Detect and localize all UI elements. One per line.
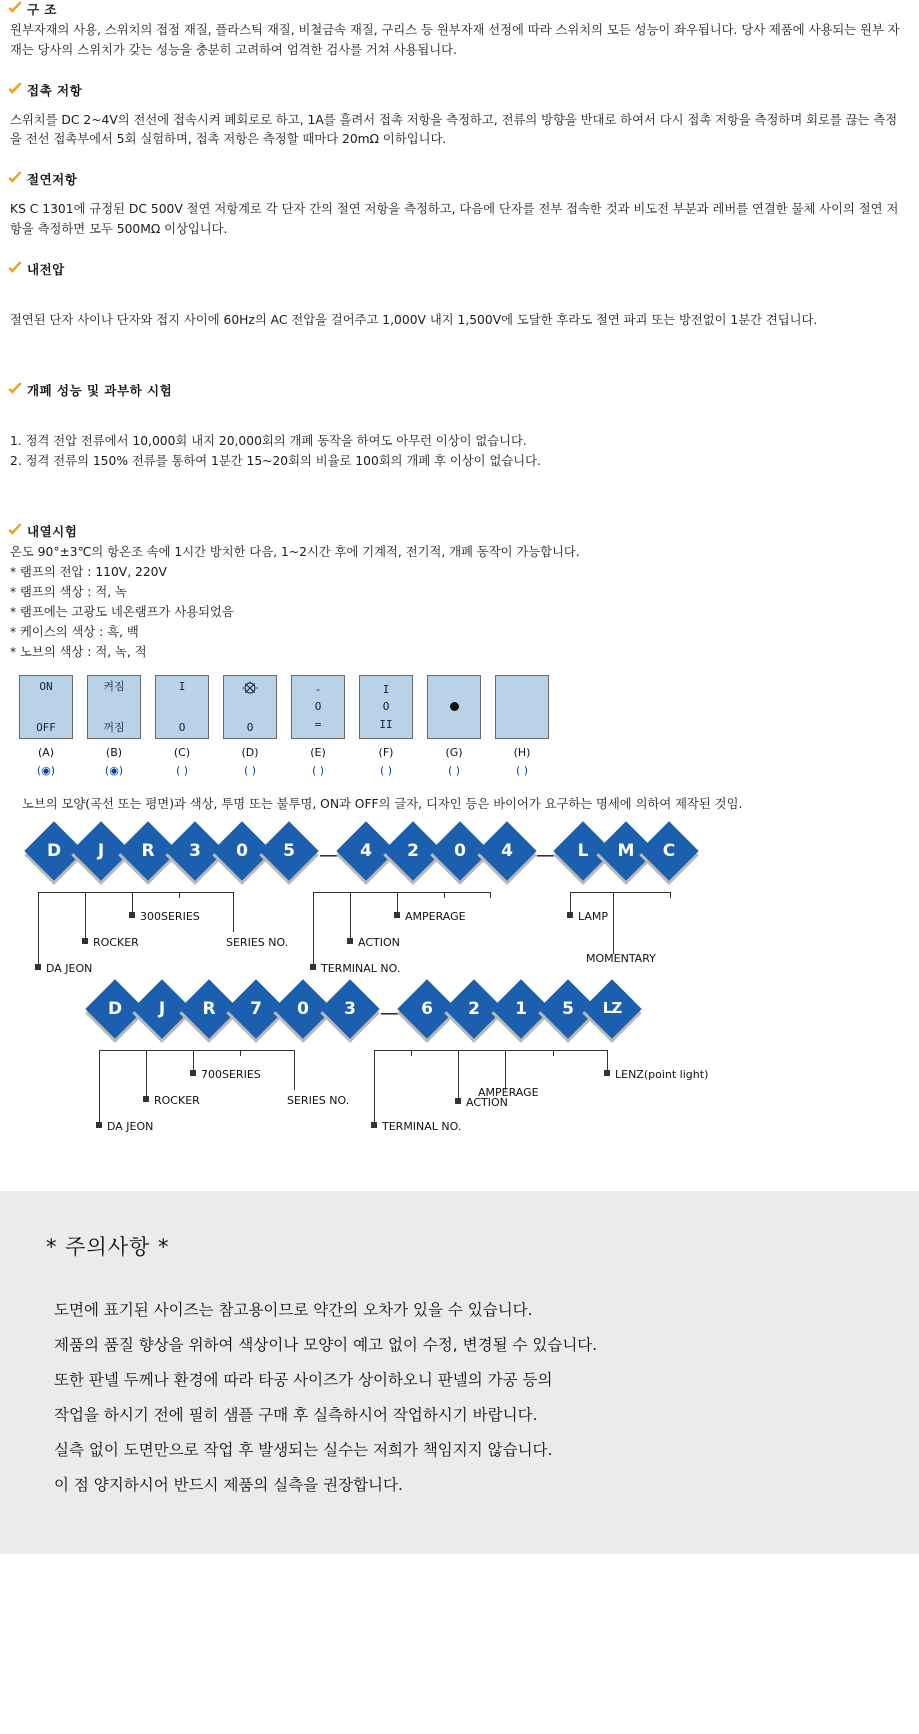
caution-line: 도면에 표기된 사이즈는 참고용이므로 약간의 오차가 있을 수 있습니다. — [54, 1300, 533, 1319]
code-char: 0 — [430, 821, 489, 880]
code-char: 3 — [320, 979, 379, 1038]
section-body: KS C 1301에 규정된 DC 500V 절연 저항계로 각 단자 간의 절연 저항을 측정하고, 다음에 단자를 전부 접속한 것과 비도전 부분과 레버를 연결한 물체 사이의 절연 저항을 측정하면 모두 500MΩ 이상입니다. — [10, 201, 899, 236]
symbol-label: (B) — [105, 745, 123, 759]
code-char: 6 — [397, 979, 456, 1038]
symbol-label: (G) — [445, 745, 463, 759]
check-icon — [8, 1, 22, 15]
section-heading — [8, 381, 919, 400]
code-char: L — [553, 821, 612, 880]
code-char: R — [118, 821, 177, 880]
symbol-bottom-text: II — [379, 717, 393, 731]
symbol-sub: ( ) — [243, 763, 257, 777]
section-heat-resistance — [0, 522, 919, 663]
label-terminal-no: TERMINAL NO. — [382, 1119, 462, 1133]
check-icon — [8, 523, 22, 537]
section-body: 절연된 단자 사이나 단자와 접지 사이에 60Hz의 AC 전압을 걸어주고 1,000V 내지 1,500V에 도달한 후라도 절연 파괴 또는 방전없이 1분간 견딥니다. — [10, 312, 818, 327]
code-char: 3 — [165, 821, 224, 880]
label-rocker: ROCKER — [154, 1093, 200, 1107]
caution-line: 작업을 하시기 전에 필히 샘플 구매 후 실측하시어 작업하시기 바랍니다. — [54, 1405, 538, 1424]
section-title: 접촉 저항 — [27, 83, 83, 99]
symbol-bottom-text: = — [314, 717, 322, 731]
section-body: 스위치를 DC 2~4V의 전선에 접속시켜 폐회로로 하고, 1A를 흘려서 접촉 저항을 측정하고, 전류의 방향을 반대로 하여서 다시 접촉 저항을 측정하며 회로를 끊는 측정을 전선 접촉부에서 5회 실험하며, 접촉 저항은 측정할 때마다 20mΩ 이하입니다. — [10, 112, 898, 147]
section-title: 내열시험 — [27, 524, 78, 540]
code-char: D — [85, 979, 144, 1038]
body-line: 온도 90°±3℃의 항온조 속에 1시간 방치한 다음, 1~2시간 후에 기계적, 전기적, 개폐 동작이 가능합니다. — [10, 545, 580, 560]
symbol-sub: ( ) — [515, 763, 529, 777]
section-structure — [0, 0, 919, 61]
body-line: * 노브의 색상 : 적, 녹, 적 — [10, 644, 147, 659]
check-icon — [8, 82, 22, 96]
label-amperage: AMPERAGE — [405, 909, 466, 923]
body-line: * 케이스의 색상 : 흑, 백 — [10, 625, 139, 640]
section-insulation-resistance — [0, 170, 919, 239]
knob-marking-row — [12, 675, 919, 779]
label-series-no: SERIES NO. — [226, 935, 289, 949]
section-body — [10, 432, 905, 472]
knob-note: 노브의 모양(곡선 또는 평면)과 색상, 투명 또는 불투명, ON과 OFF의 글자, 디자인 등은 바이어가 요구하는 명세에 의하여 제작된 것임. — [22, 796, 743, 811]
symbol-box — [427, 675, 481, 739]
caution-line: 또한 판넬 두께나 환경에 따라 타공 사이즈가 상이하오니 판넬의 가공 등의 — [54, 1370, 553, 1389]
code-dash: — — [536, 843, 555, 866]
symbol-top-text: I — [382, 682, 390, 696]
caution-body — [54, 1298, 919, 1499]
symbol-sub: ( ) — [447, 763, 461, 777]
body-line: 1. 정격 전압 전류에서 10,000회 내지 20,000회의 개폐 동작을 하여도 아무런 이상이 없습니다. — [10, 434, 527, 449]
code-char: J — [132, 979, 191, 1038]
symbol-label: (D) — [241, 745, 259, 759]
section-body — [10, 543, 905, 662]
code-char: 1 — [491, 979, 550, 1038]
section-title: 절연저항 — [27, 172, 78, 188]
label-rocker: ROCKER — [93, 935, 139, 949]
code-char: 5 — [259, 821, 318, 880]
section-heading — [8, 522, 919, 541]
symbol-bottom-text: OFF — [36, 720, 56, 734]
code-char: 4 — [336, 821, 395, 880]
label-lamp: LAMP — [578, 909, 609, 923]
symbol-box — [223, 675, 277, 739]
code-char: 0 — [273, 979, 332, 1038]
symbol-cell-b — [80, 675, 148, 779]
symbol-mid-text: O — [382, 700, 390, 714]
symbol-cell-c — [148, 675, 216, 779]
section-heading — [8, 170, 919, 189]
symbol-top-text: - — [314, 682, 322, 696]
section-body: 원부자재의 사용, 스위치의 접점 재질, 플라스틱 재질, 비철금속 재질, 구리스 등 원부자재 선정에 따라 스위치의 모든 성능이 좌우됩니다. 당사 제품에 사용되는 원부 자재는 당사의 스위치가 갖는 성능을 충분히 고려하여 엄격한 검사를 거쳐 사용됩니다. — [10, 23, 900, 58]
section-title: 내전압 — [27, 261, 65, 277]
symbol-box — [19, 675, 73, 739]
caution-title: * 주의사항 * — [46, 1234, 170, 1259]
label-action: ACTION — [358, 935, 400, 949]
symbol-top-text: 켜짐 — [103, 679, 125, 693]
code-char: 0 — [212, 821, 271, 880]
code-char: J — [71, 821, 130, 880]
symbol-cell-e — [284, 675, 352, 779]
symbol-cell-d — [216, 675, 284, 779]
check-icon — [8, 261, 22, 275]
caution-panel — [0, 1191, 919, 1554]
caution-line: 제품의 품질 향상을 위하여 색상이나 모양이 예고 없이 수정, 변경될 수 있습니다. — [54, 1335, 598, 1354]
symbol-top-text: ON — [39, 679, 53, 693]
body-line: * 램프의 색상 : 적, 녹 — [10, 585, 127, 600]
symbol-label: (A) — [37, 745, 55, 759]
body-line: * 램프의 전압 : 110V, 220V — [10, 565, 167, 580]
model-code-diagram-2 — [8, 980, 919, 1155]
symbol-sub: (◉) — [104, 763, 124, 777]
label-amperage: AMPERAGE — [478, 1085, 539, 1099]
section-heading — [8, 0, 919, 19]
label-da-jeon: DA JEON — [46, 961, 93, 975]
symbol-box — [87, 675, 141, 739]
symbol-box — [359, 675, 413, 739]
caution-line: 이 점 양지하시어 반드시 제품의 실측을 권장합니다. — [54, 1476, 403, 1495]
symbol-label: (C) — [173, 745, 191, 759]
label-da-jeon: DA JEON — [107, 1119, 154, 1133]
label-300series: 300SERIES — [140, 909, 200, 923]
symbol-label: (E) — [310, 745, 326, 759]
dot-icon — [450, 702, 459, 711]
symbol-cell-f — [352, 675, 420, 779]
code-char: D — [24, 821, 83, 880]
symbol-cell-h — [488, 675, 556, 779]
section-switching-overload — [0, 381, 919, 472]
body-line: 2. 정격 전류의 150% 전류를 통하여 1분간 15~20회의 비율로 100회의 개폐 후 이상이 없습니다. — [10, 454, 541, 469]
code-char: R — [179, 979, 238, 1038]
code-char: LZ — [582, 979, 641, 1038]
symbol-cell-a — [12, 675, 80, 779]
symbol-box — [155, 675, 209, 739]
code-char: C — [639, 821, 698, 880]
code-dash: — — [319, 843, 338, 866]
label-momentary: MOMENTARY — [586, 951, 656, 965]
symbol-sub: (◉) — [36, 763, 56, 777]
code-char: M — [596, 821, 655, 880]
symbol-bottom-text: O — [178, 720, 186, 734]
symbol-sub: ( ) — [379, 763, 393, 777]
model-code-diagram-1 — [8, 820, 919, 980]
symbol-sub: ( ) — [175, 763, 189, 777]
symbol-label: (F) — [378, 745, 394, 759]
label-lenz: LENZ(point light) — [615, 1067, 709, 1081]
code-char: 2 — [444, 979, 503, 1038]
code-char: 7 — [226, 979, 285, 1038]
section-title: 개폐 성능 및 과부하 시험 — [27, 382, 173, 398]
symbol-sub: ( ) — [311, 763, 325, 777]
section-contact-resistance — [0, 81, 919, 150]
body-line: * 램프에는 고광도 네온램프가 사용되었음 — [10, 605, 234, 620]
check-icon — [8, 171, 22, 185]
code-char: 2 — [383, 821, 442, 880]
section-heading — [8, 81, 919, 100]
symbol-mid-text: O — [314, 700, 322, 714]
symbol-label: (H) — [513, 745, 531, 759]
symbol-bottom-text: O — [246, 720, 254, 734]
label-series-no: SERIES NO. — [287, 1093, 350, 1107]
label-700series: 700SERIES — [201, 1067, 261, 1081]
label-action: ACTION — [466, 1095, 508, 1109]
symbol-top-text: I — [178, 679, 186, 693]
symbol-bottom-text: 꺼짐 — [103, 720, 125, 734]
caution-line: 실측 없이 도면만으로 작업 후 발생되는 실수는 저희가 책임지지 않습니다. — [54, 1440, 553, 1459]
code-char: 4 — [477, 821, 536, 880]
code-char: 5 — [538, 979, 597, 1038]
label-terminal-no: TERMINAL NO. — [321, 961, 401, 975]
section-heading — [8, 260, 919, 279]
lamp-icon — [242, 681, 258, 697]
section-title: 구 조 — [27, 2, 58, 17]
section-dielectric-strength — [0, 260, 919, 331]
check-icon — [8, 382, 22, 396]
symbol-cell-g — [420, 675, 488, 779]
symbol-box — [495, 675, 549, 739]
symbol-box — [291, 675, 345, 739]
code-dash: — — [380, 1001, 399, 1024]
